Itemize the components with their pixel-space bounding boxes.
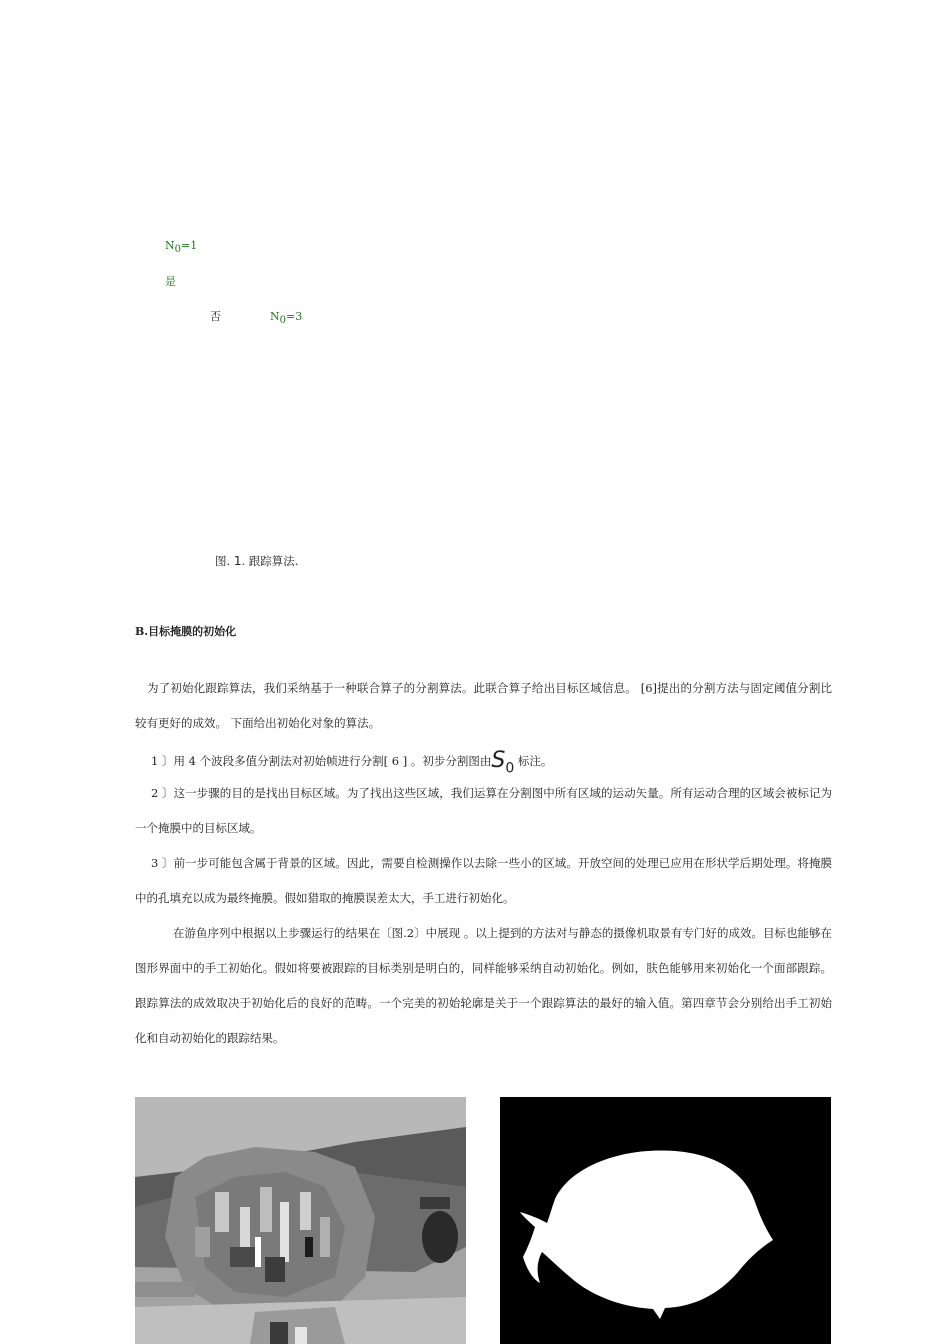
step-3: 3 〕前一步可能包含属于背景的区域。因此，需要自检测操作以去除一些小的区域。开放空间的处理已应用在形状学后期处理。将掩膜中的孔填充以成为最终掩膜。假如猎取的掩膜误差太大，手工进行初始化。 <box>135 856 832 905</box>
s0-symbol: $S_0$ <box>491 748 515 777</box>
flowchart-n0-eq-1: $N_0=1$ <box>165 239 198 256</box>
flowchart-no-label: 否 <box>210 310 221 323</box>
figure-caption: 图. 1. 跟踪算法. <box>215 554 299 568</box>
flowchart-n0-eq-3: $N_0=3$ <box>270 310 303 327</box>
step-2: 2 〕这一步骤的目的是找出目标区域。为了找出这些区域，我们运算在分割图中所有区域的运动矢量。所有运动合理的区域会被标记为一个掩膜中的目标区域。 <box>135 786 832 835</box>
step-1: 1 〕用 4 个波段多值分割法对初始帧进行分割[ 6 ] 。初步分割图由$S_0$ 标注。 <box>151 748 553 777</box>
fish-mask-image <box>500 1097 831 1344</box>
results-paragraph: 在游鱼序列中根据以上步骤运行的结果在〔图.2〕中展现 。以上提到的方法对与静态的摄像机取景有专门好的成效。目标也能够在图形界面中的手工初始化。假如将要被跟踪的目标类别是明白的，同样能够采纳自动初始化。例如，肤色能够用来初始化一个面部跟踪。跟踪算法的成效取决于初始化后的良好的范畴。一个完美的初始轮廓是关于一个跟踪算法的最好的输入值。第四章节会分别给出手工初始化和自动初始化的跟踪结果。 <box>135 926 832 1045</box>
section-heading: B.目标掩膜的初始化 <box>135 625 237 638</box>
intro-paragraph: 为了初始化跟踪算法，我们采纳基于一种联合算子的分割算法。此联合算子给出目标区域信息。 [6]提出的分割方法与固定阈值分割比较有更好的成效。 下面给出初始化对象的算法。 <box>135 681 832 730</box>
flowchart-yes-label: 是 <box>165 275 176 288</box>
segmentation-map-image <box>135 1097 466 1344</box>
